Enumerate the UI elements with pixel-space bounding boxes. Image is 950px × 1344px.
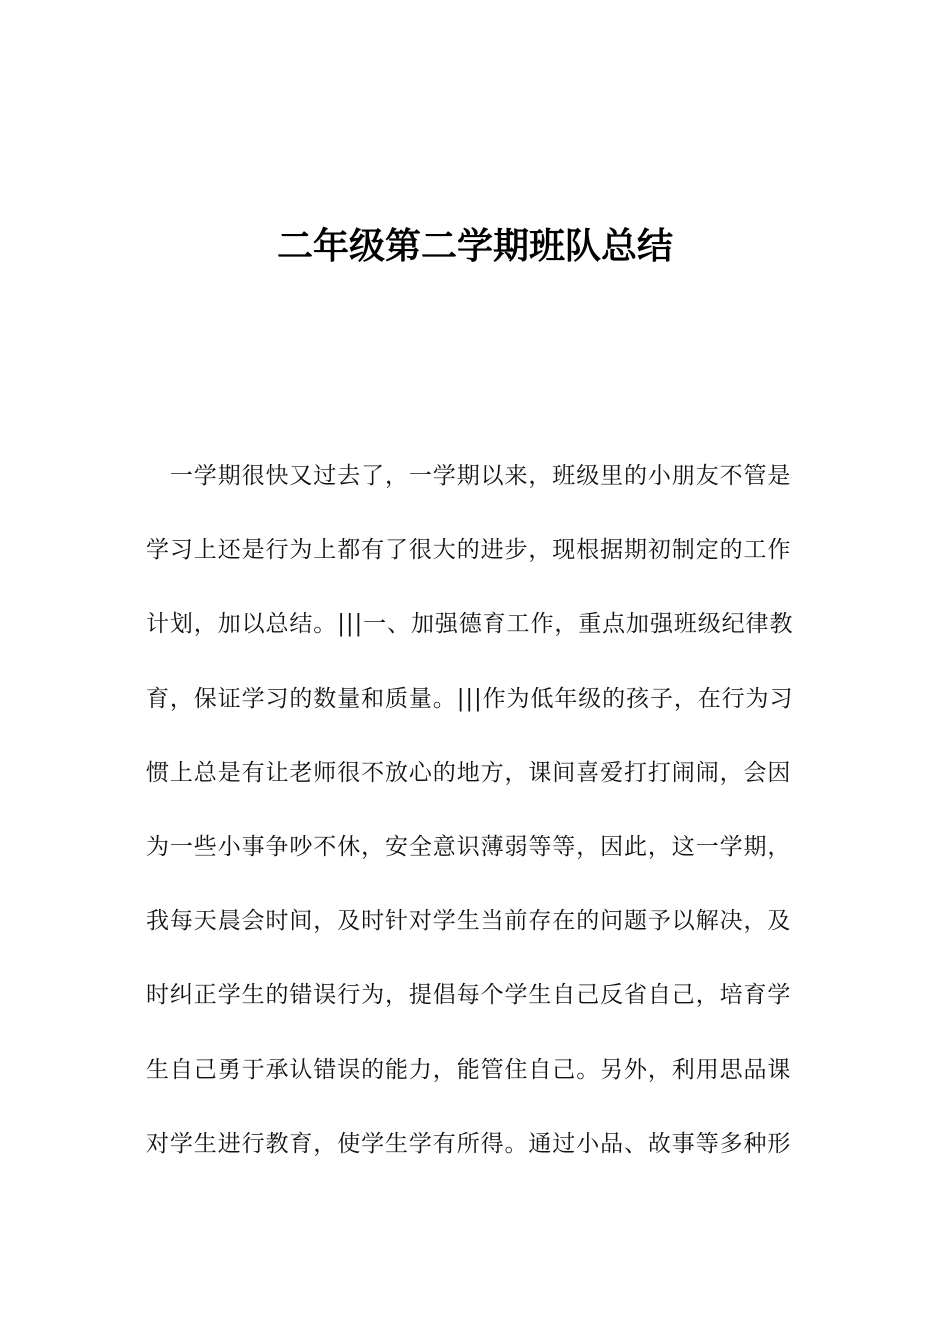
document-body [146, 452, 806, 1194]
body-line: 为一些小事争吵不休，安全意识薄弱等等，因此，这一学期， [146, 833, 792, 860]
body-line: 生自己勇于承认错误的能力，能管住自己。另外，利用思品课 [146, 1056, 792, 1083]
body-line: 时纠正学生的错误行为，提倡每个学生自己反省自己，培育学 [146, 982, 792, 1009]
body-line: 育，保证学习的数量和质量。|||作为低年级的孩子，在行为习 [146, 685, 794, 712]
document-title: 二年级第二学期班队总结 [276, 226, 673, 267]
body-line: 学习上还是行为上都有了很大的进步，现根据期初制定的工作 [146, 537, 792, 564]
body-line: 计划，加以总结。|||一、加强德育工作，重点加强班级纪律教 [146, 611, 794, 638]
body-line: 一学期很快又过去了，一学期以来，班级里的小朋友不管是 [146, 463, 792, 489]
body-line: 惯上总是有让老师很不放心的地方，课间喜爱打打闹闹，会因 [146, 759, 792, 786]
body-line: 我每天晨会时间，及时针对学生当前存在的问题予以解决，及 [146, 908, 792, 935]
body-line: 对学生进行教育，使学生学有所得。通过小品、故事等多种形 [146, 1130, 792, 1157]
